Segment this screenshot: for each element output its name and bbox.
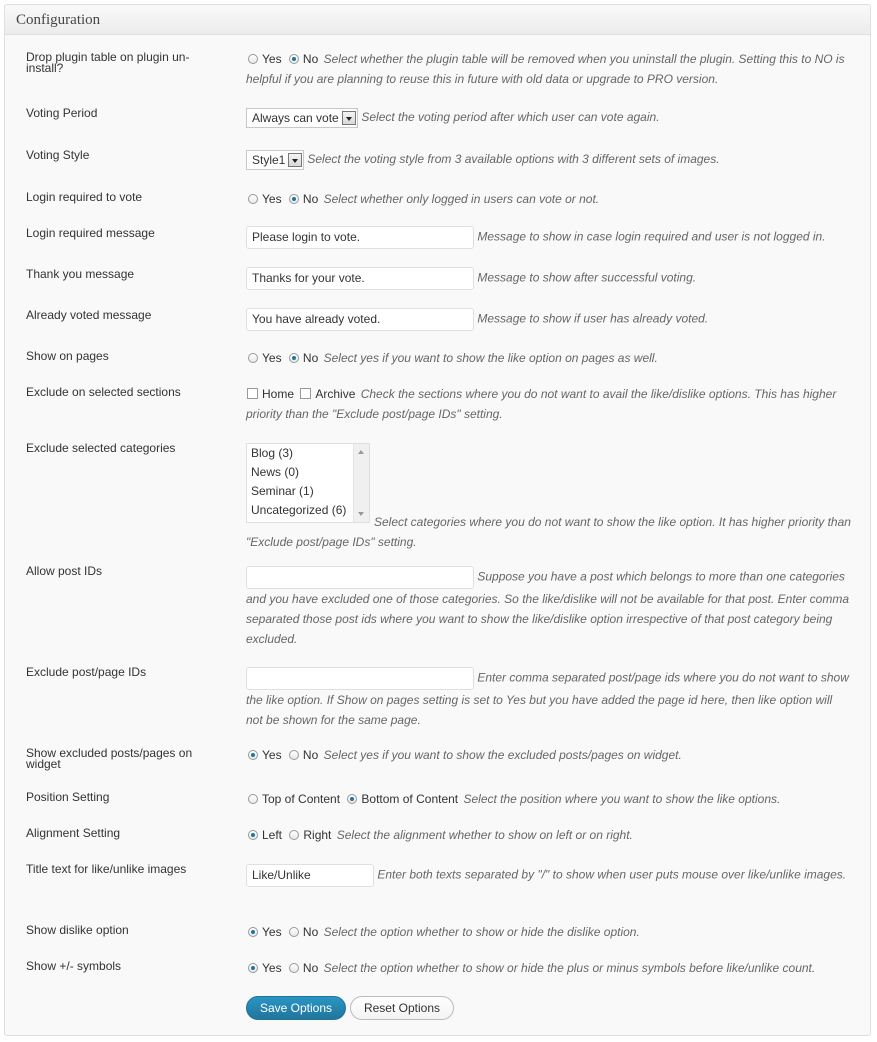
alignment-field <box>246 825 851 845</box>
allow-post-ids-label: Allow post IDs <box>26 564 103 578</box>
show-on-pages-description: Select yes if you want to show the like option on pages as well. <box>323 351 658 365</box>
voting-period-description: Select the voting period after which user can vote again. <box>361 110 660 124</box>
exclude-ids-label: Exclude post/page IDs <box>26 665 147 679</box>
exclude-ids-description: Enter comma separated post/page ids where you do not want to show the like option. If Show on pages setting is set to Yes but you have added the page id here, then like option will not be shown for the same page. <box>246 670 849 727</box>
panel-header <box>5 5 870 35</box>
allow-post-ids-description: Suppose you have a post which belongs to more than one categories and you have excluded one of those categories. So the like/dislike will not be available for that post. Enter comma separated those post ids where you want to show the like/dislike option irrespective of that post category being excluded. <box>246 569 850 646</box>
exclude-sections-description: Check the sections where you do not want to avail the like/dislike options. This has higher priority than the "Exclude post/page IDs" setting. <box>246 387 837 421</box>
category-option[interactable]: Blog (3) <box>251 446 294 460</box>
show-on-pages-label: Show on pages <box>26 349 109 363</box>
show-dislike-label: Show dislike option <box>26 923 129 937</box>
show-excluded-no-label[interactable]: No <box>302 748 319 762</box>
login-message-input[interactable]: Please login to vote. <box>246 226 474 249</box>
voting-period-select[interactable] <box>246 108 358 128</box>
show-excluded-no-radio[interactable] <box>289 750 299 760</box>
position-description: Select the position where you want to show the like options. <box>463 792 781 806</box>
categories-listbox[interactable] <box>246 443 370 523</box>
alignment-description: Select the alignment whether to show on left or on right. <box>336 828 633 842</box>
voting-style-description: Select the voting style from 3 available options with 3 different sets of images. <box>307 152 720 166</box>
panel-title: Configuration <box>16 12 101 28</box>
voting-style-field <box>246 149 851 170</box>
position-bottom-label[interactable]: Bottom of Content <box>361 792 459 806</box>
show-dislike-field <box>246 922 851 942</box>
already-voted-label: Already voted message <box>26 308 152 322</box>
already-voted-description: Message to show if user has already voted. <box>477 311 709 326</box>
show-excluded-yes-radio[interactable] <box>248 750 258 760</box>
title-text-input[interactable]: Like/Unlike <box>246 864 374 887</box>
show-dislike-no-label[interactable]: No <box>302 925 319 939</box>
thank-you-label: Thank you message <box>26 267 135 281</box>
login-required-label: Login required to vote <box>26 190 143 204</box>
chevron-down-icon[interactable] <box>342 111 356 125</box>
configuration-panel <box>4 4 871 1036</box>
voting-style-select[interactable] <box>246 150 304 170</box>
voting-period-label: Voting Period <box>26 106 98 120</box>
exclude-categories-field <box>246 443 851 553</box>
drop-table-no-label[interactable]: No <box>302 52 319 66</box>
login-message-label: Login required message <box>26 226 155 240</box>
exclude-categories-label: Exclude selected categories <box>26 441 176 455</box>
position-field <box>246 789 851 809</box>
title-text-description: Enter both texts separated by "/" to show when user puts mouse over like/unlike images. <box>377 867 847 882</box>
show-on-pages-yes-label[interactable]: Yes <box>262 351 282 365</box>
drop-table-field <box>246 49 851 89</box>
login-required-yes-label[interactable]: Yes <box>262 192 282 206</box>
category-option[interactable]: Seminar (1) <box>251 484 314 498</box>
position-top-radio[interactable] <box>248 794 258 804</box>
show-dislike-description: Select the option whether to show or hide the dislike option. <box>323 925 640 939</box>
title-text-field <box>246 864 851 887</box>
exclude-ids-input[interactable] <box>246 667 474 690</box>
voting-period-value: Always can vote <box>252 110 339 125</box>
drop-table-description: Select whether the plugin table will be removed when you uninstall the plugin. Setting this to NO is helpful if you are planning to reuse this in future with old data or upgrade to PRO version. <box>246 52 845 86</box>
show-on-pages-field <box>246 348 851 368</box>
drop-table-label: Drop plugin table on plugin un-install? <box>26 50 190 75</box>
login-required-no-radio[interactable] <box>289 194 299 204</box>
already-voted-input[interactable]: You have already voted. <box>246 308 474 331</box>
drop-table-no-radio[interactable] <box>289 54 299 64</box>
chevron-down-icon[interactable] <box>288 153 302 167</box>
home-checkbox-label[interactable]: Home <box>262 387 295 401</box>
home-checkbox[interactable] <box>247 388 258 399</box>
alignment-label: Alignment Setting <box>26 826 121 840</box>
position-label: Position Setting <box>26 790 110 804</box>
title-text-label: Title text for like/unlike images <box>26 862 187 876</box>
show-dislike-yes-label[interactable]: Yes <box>262 925 282 939</box>
show-symbols-yes-radio[interactable] <box>248 963 258 973</box>
voting-style-value: Style1 <box>252 152 286 167</box>
exclude-sections-field <box>246 384 851 424</box>
exclude-categories-desc-wrap <box>246 512 851 552</box>
allow-post-ids-field <box>246 566 851 649</box>
login-required-yes-radio[interactable] <box>248 194 258 204</box>
show-symbols-description: Select the option whether to show or hide the plus or minus symbols before like/unlike count. <box>323 961 816 975</box>
login-required-description: Select whether only logged in users can vote or not. <box>323 192 600 206</box>
drop-table-yes-label[interactable]: Yes <box>262 52 282 66</box>
show-symbols-no-radio[interactable] <box>289 963 299 973</box>
show-on-pages-no-label[interactable]: No <box>302 351 319 365</box>
voting-style-label: Voting Style <box>26 148 90 162</box>
drop-table-yes-radio[interactable] <box>248 54 258 64</box>
show-on-pages-yes-radio[interactable] <box>248 353 258 363</box>
show-symbols-yes-label[interactable]: Yes <box>262 961 282 975</box>
already-voted-field <box>246 308 851 331</box>
show-excluded-description: Select yes if you want to show the excluded posts/pages on widget. <box>323 748 682 762</box>
save-options-button[interactable]: Save Options <box>246 996 346 1020</box>
show-dislike-no-radio[interactable] <box>289 927 299 937</box>
show-dislike-yes-radio[interactable] <box>248 927 258 937</box>
login-message-description: Message to show in case login required and user is not logged in. <box>477 229 826 244</box>
show-symbols-no-label[interactable]: No <box>302 961 319 975</box>
login-required-field <box>246 189 851 209</box>
alignment-right-label[interactable]: Right <box>303 828 332 842</box>
allow-post-ids-input[interactable] <box>246 566 474 589</box>
alignment-left-radio[interactable] <box>248 830 258 840</box>
position-bottom-radio[interactable] <box>347 794 357 804</box>
listbox-scrollbar[interactable] <box>353 444 369 522</box>
show-excluded-yes-label[interactable]: Yes <box>262 748 282 762</box>
show-excluded-field <box>246 745 851 765</box>
thank-you-field <box>246 267 851 290</box>
category-option[interactable]: News (0) <box>251 465 300 479</box>
voting-period-field <box>246 107 851 128</box>
exclude-categories-description: Select categories where you do not want to show the like option. It has higher priority than "Exclude post/page IDs" setting. <box>246 515 851 549</box>
show-excluded-label: Show excluded posts/pages on widget <box>26 746 193 771</box>
alignment-left-label[interactable]: Left <box>262 828 283 842</box>
thank-you-input[interactable]: Thanks for your vote. <box>246 267 474 290</box>
exclude-ids-field <box>246 667 851 730</box>
position-top-label[interactable]: Top of Content <box>262 792 341 806</box>
show-on-pages-no-radio[interactable] <box>289 353 299 363</box>
category-option[interactable]: Uncategorized (6) <box>251 503 347 517</box>
reset-options-button[interactable]: Reset Options <box>350 996 454 1020</box>
thank-you-description: Message to show after successful voting. <box>477 270 697 285</box>
archive-checkbox[interactable] <box>300 388 311 399</box>
show-symbols-field <box>246 958 851 978</box>
scroll-up-icon[interactable] <box>358 450 364 454</box>
archive-checkbox-label[interactable]: Archive <box>315 387 356 401</box>
show-symbols-label: Show +/- symbols <box>26 959 122 973</box>
exclude-sections-label: Exclude on selected sections <box>26 385 181 399</box>
login-required-no-label[interactable]: No <box>302 192 319 206</box>
login-message-field <box>246 226 851 249</box>
alignment-right-radio[interactable] <box>289 830 299 840</box>
